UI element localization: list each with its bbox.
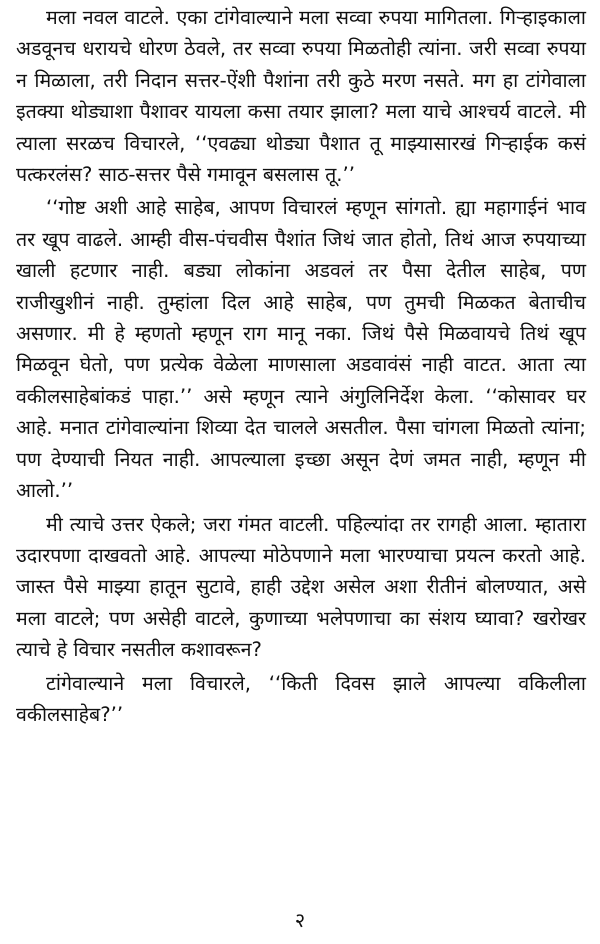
- paragraph-3: मी त्याचे उत्तर ऐकले; जरा गंमत वाटली. पहिल्यांदा तर रागही आला. म्हातारा उदारपणा दाखवतो आहे. आपल्या मोठेपणाने मला भारण्याचा प्रयत्न करतो आहे. जास्त पैसे माझ्या हातून सुटावे, हाही उद्देश असेल अशा रीतीनं बोलण्यात, असे मला वाटले; पण असेही वाटले, कुणाच्या भलेपणाचा का संशय घ्यावा? खरोखर त्याचे हे विचार नसतील कशावरून?: [16, 512, 586, 662]
- paragraph-1: मला नवल वाटले. एका टांगेवाल्याने मला सव्वा रुपया मागितला. गिऱ्हाइकाला अडवूनच धरायचे धोरण ठेवले, तर सव्वा रुपया मिळतोही त्यांना. जरी सव्वा रुपया न मिळाला, तरी निदान सत्तर-ऐंशी पैशांना तरी कुठे मरण नसते. मग हा टांगेवाला इतक्या थोड्याशा पैशावर यायला कसा तयार झाला? मला याचे आश्चर्य वाटले. मी त्याला सरळच विचारले, ‘‘एवढ्या थोड्या पैशात तू माझ्यासारखं गिऱ्हाईक कसं पत्करलंस? साठ-सत्तर पैसे गमावून बसलास तू.’’: [16, 6, 586, 187]
- page-number: २: [294, 908, 306, 932]
- paragraph-4: टांगेवाल्याने मला विचारले, ‘‘किती दिवस झाले आपल्या वकिलीला वकीलसाहेब?’’: [16, 671, 586, 726]
- paragraph-2: ‘‘गोष्ट अशी आहे साहेब, आपण विचारलं म्हणून सांगतो. ह्या महागाईनं भाव तर खूप वाढले. आम्ही वीस-पंचवीस पैशांत जिथं जात होतो, तिथं आज रुपयाच्या खाली हटणार नाही. बड्या लोकांना अडवलं तर पैसा देतील साहेब, पण राजीखुशीनं नाही. तुम्हांला दिल आहे साहेब, पण तुमची मिळकत बेताचीच असणार. मी हे म्हणतो म्हणून राग मानू नका. जिथं पैसे मिळवायचे तिथं खूप मिळवून घेतो, पण प्रत्येक वेळेला माणसाला अडवावंसं नाही वाटत. आता त्या वकीलसाहेबांकडं पाहा.’’ असे म्हणून त्याने अंगुलिनिर्देश केला. ‘‘कोसावर घर आहे. मनात टांगेवाल्यांना शिव्या देत चालले असतील. पैसा चांगला मिळतो त्यांना; पण देण्याची नियत नाही. आपल्याला इच्छा असून देणं जमत नाही, म्हणून मी आलो.’’: [16, 196, 586, 503]
